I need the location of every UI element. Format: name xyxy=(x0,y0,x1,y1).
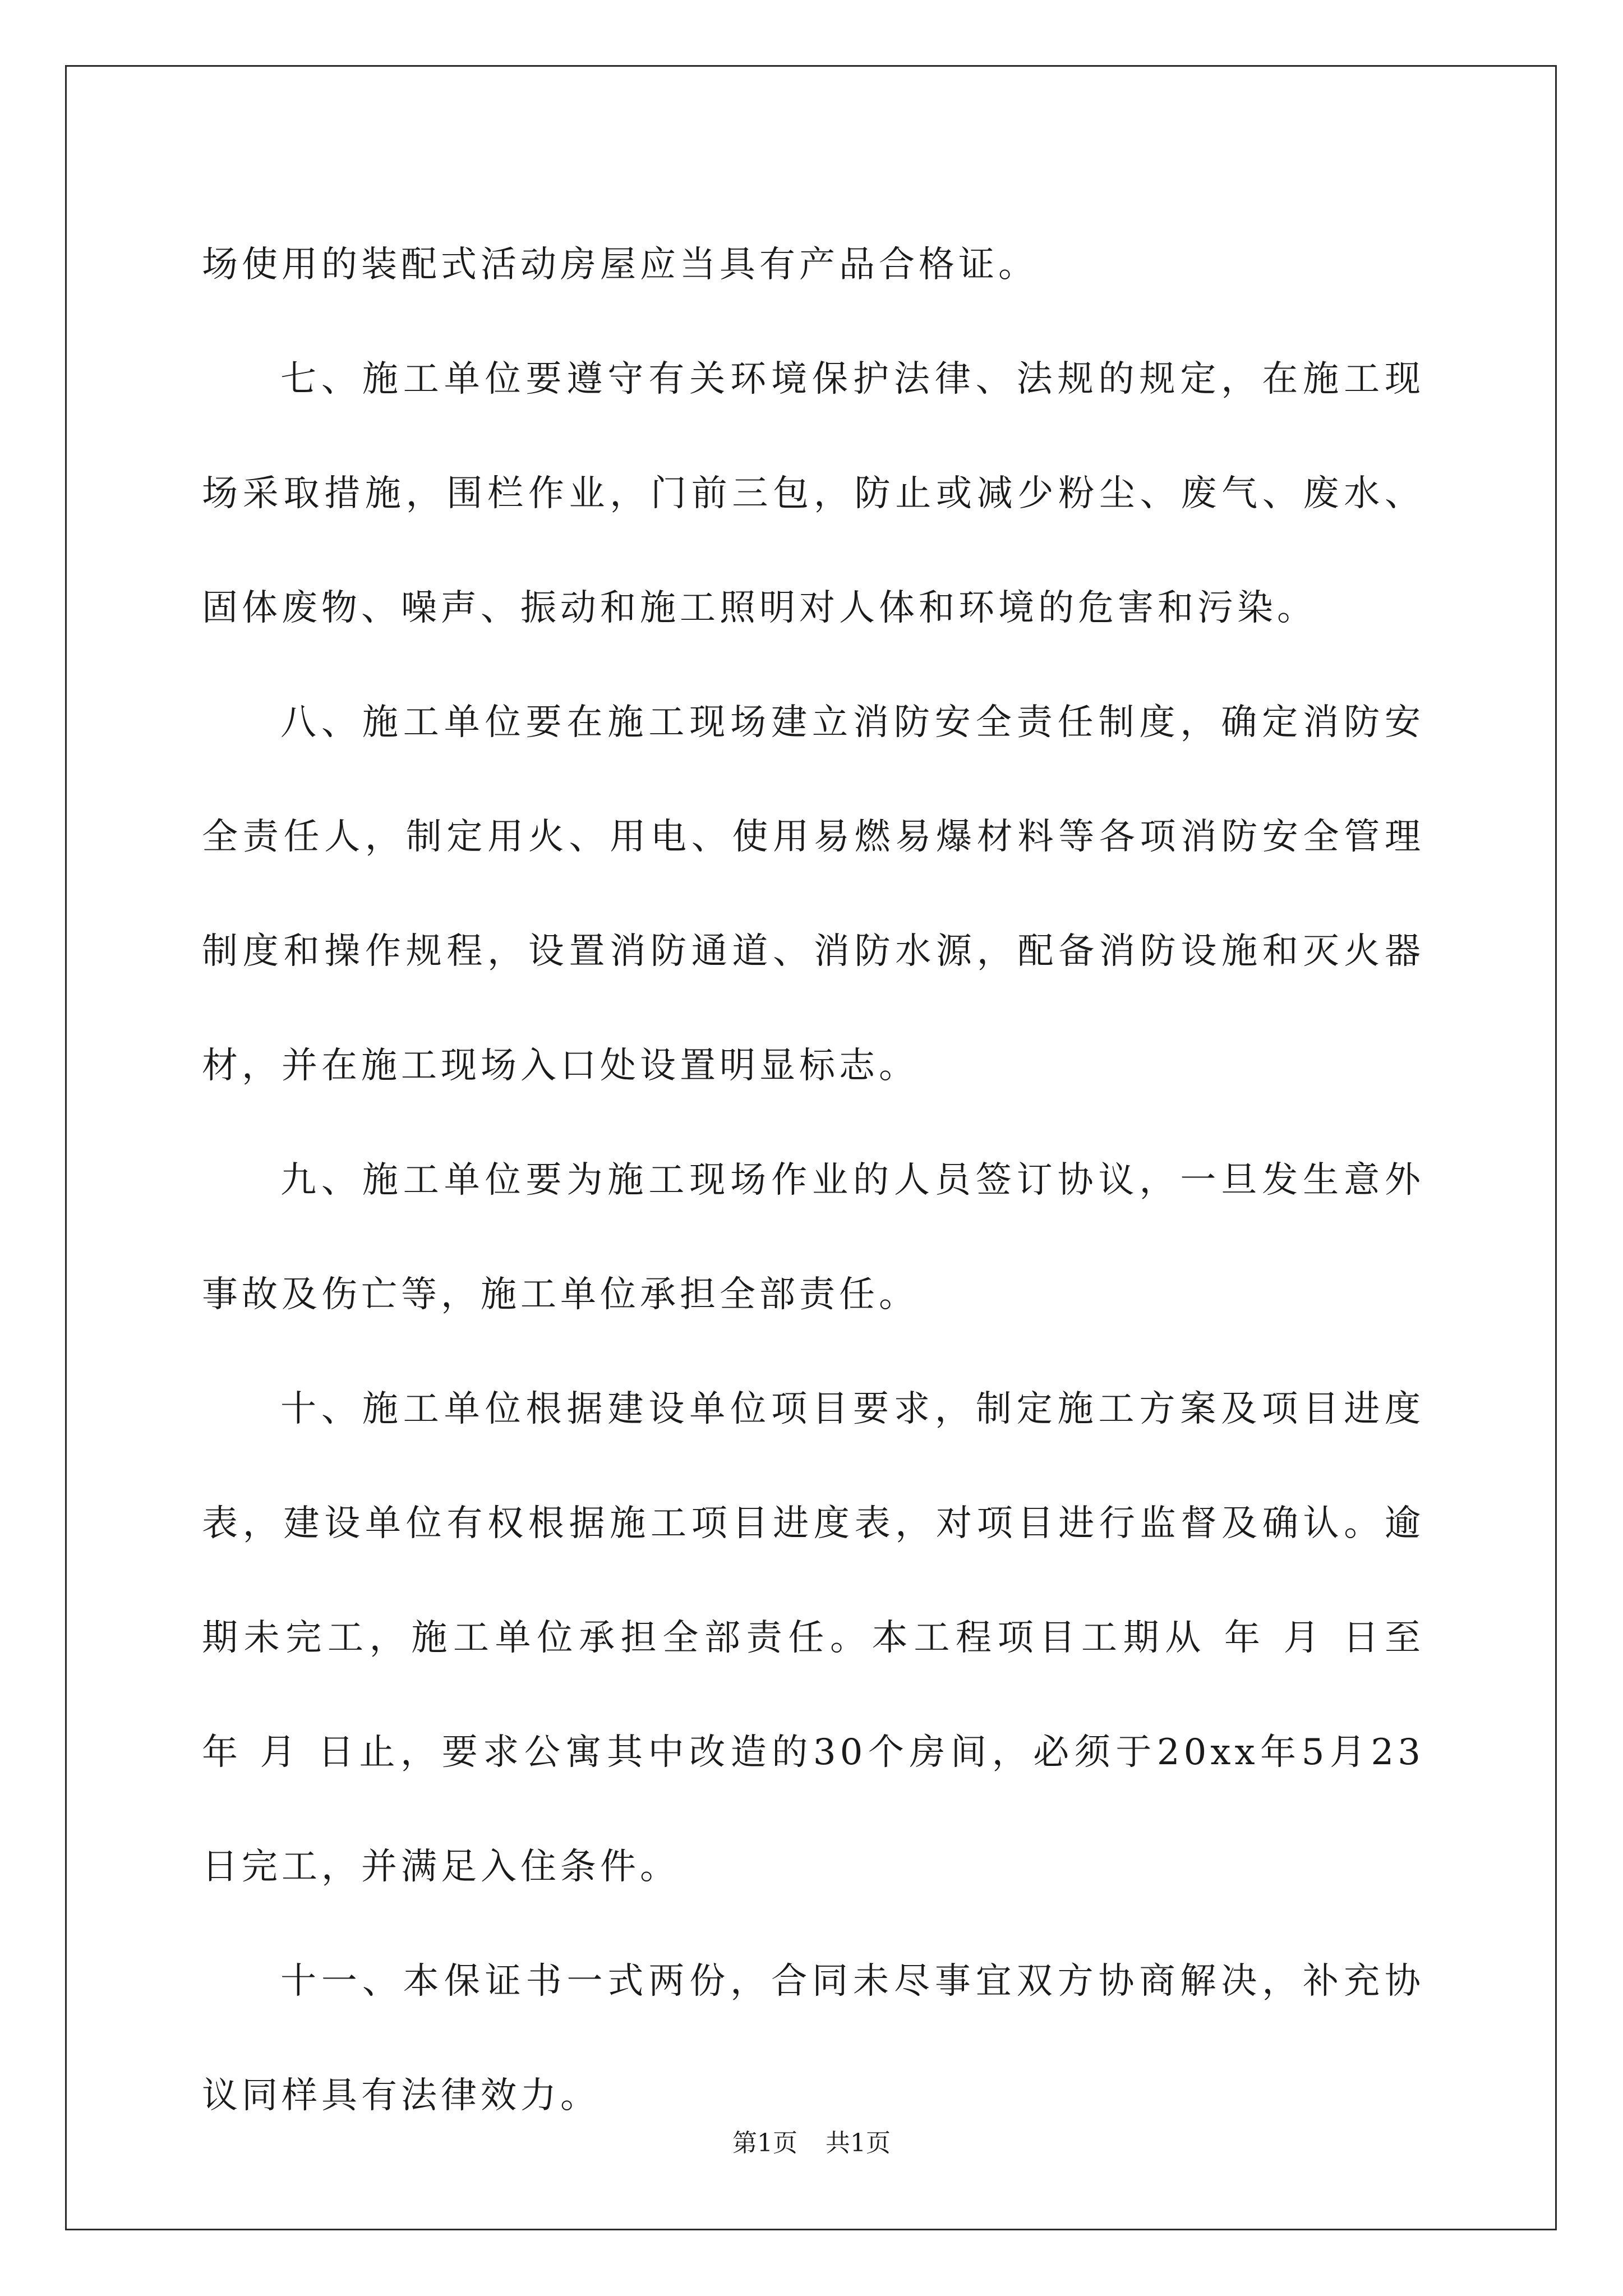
text-line: 场采取措施，围栏作业，门前三包，防止或减少粉尘、废气、废水、 xyxy=(202,473,1424,514)
text-line: 场使用的装配式活动房屋应当具有产品合格证。 xyxy=(202,244,1038,286)
text-line: 七、施工单位要遵守有关环境保护法律、法规的规定，在施工现 xyxy=(280,358,1424,400)
text-line: 制度和操作规程，设置消防通道、消防水源，配备消防设施和灭火器 xyxy=(202,931,1424,972)
text-line: 议同样具有法律效力。 xyxy=(202,2075,600,2116)
text-line: 日完工，并满足入住条件。 xyxy=(202,1846,680,1888)
document-body xyxy=(202,208,1424,2153)
text-line: 表，建设单位有权根据施工项目进度表，对项目进行监督及确认。逾 xyxy=(202,1503,1424,1544)
page-total: 共1页 xyxy=(826,2129,891,2157)
text-line: 固体废物、噪声、振动和施工照明对人体和环境的危害和污染。 xyxy=(202,587,1317,629)
text-line: 期未完工，施工单位承担全部责任。本工程项目工期从 年 月 日至 xyxy=(202,1617,1424,1659)
text-line: 十一、本保证书一式两份，合同未尽事宜双方协商解决，补充协 xyxy=(280,1961,1424,2002)
text-line: 八、施工单位要在施工现场建立消防安全责任制度，确定消防安 xyxy=(280,702,1424,743)
text-line: 九、施工单位要为施工现场作业的人员签订协议，一旦发生意外 xyxy=(280,1159,1424,1201)
text-line: 十、施工单位根据建设单位项目要求，制定施工方案及项目进度 xyxy=(280,1388,1424,1430)
page-number: 第1页 xyxy=(732,2129,797,2157)
text-line: 事故及伤亡等，施工单位承担全部责任。 xyxy=(202,1274,919,1315)
page-footer xyxy=(0,2123,1623,2159)
text-line: 全责任人，制定用火、用电、使用易燃易爆材料等各项消防安全管理 xyxy=(202,816,1424,858)
text-line: 年 月 日止，要求公寓其中改造的30个房间，必须于20xx年5月23 xyxy=(202,1732,1424,1773)
text-line: 材，并在施工现场入口处设置明显标志。 xyxy=(202,1045,919,1087)
